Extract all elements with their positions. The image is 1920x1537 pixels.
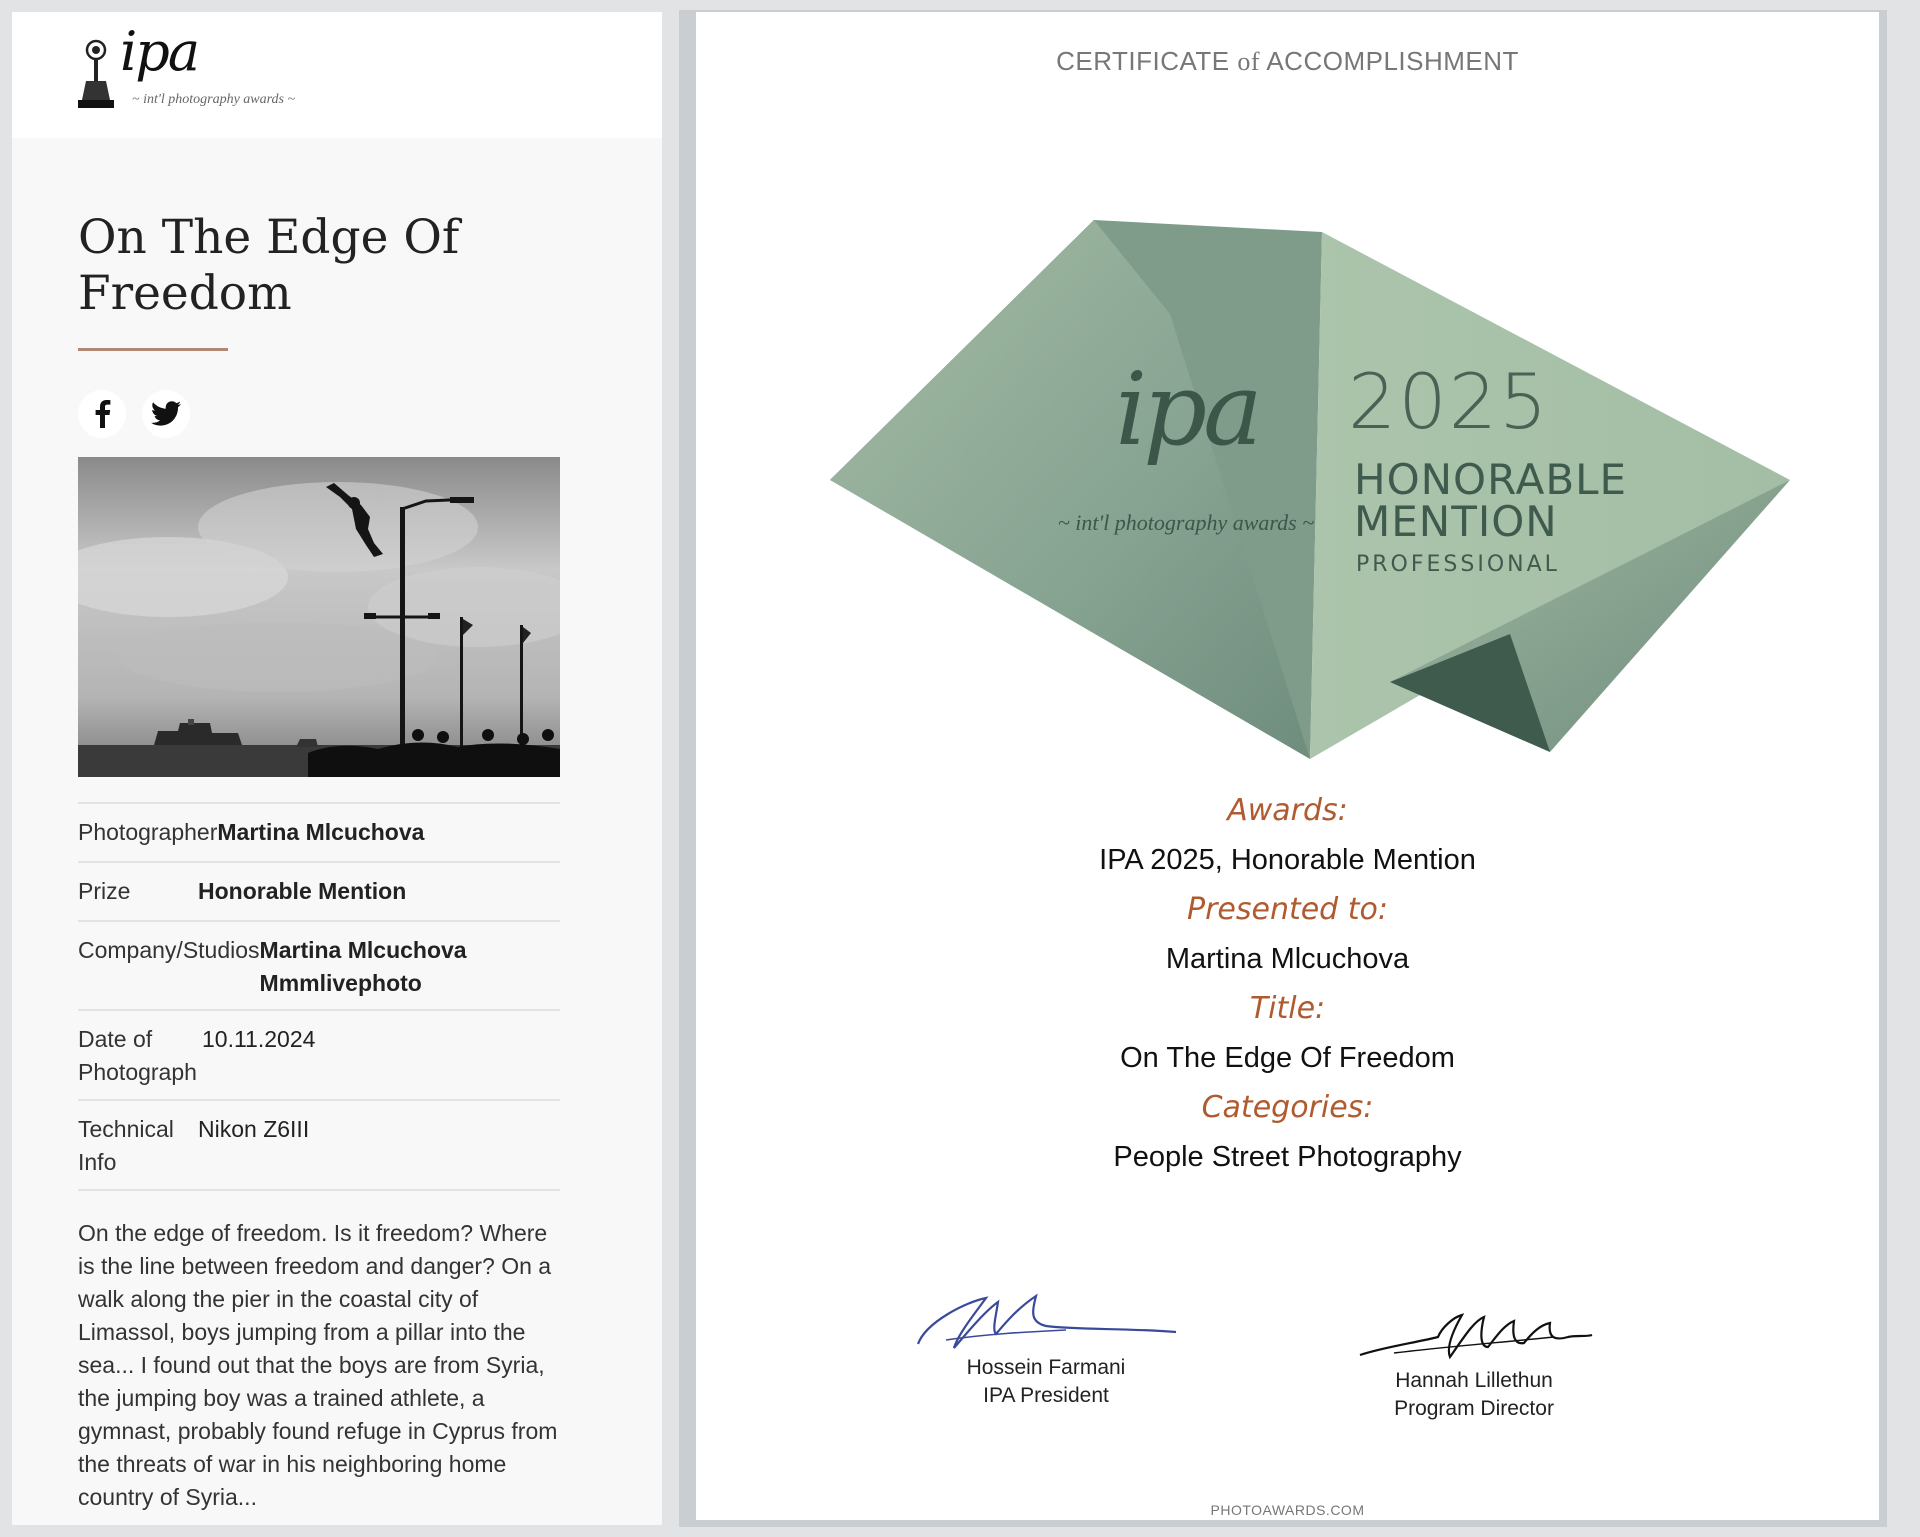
signatory-name: Hannah Lillethun <box>1395 1369 1553 1392</box>
signature-graphic <box>906 1282 1186 1354</box>
photo-description: On the edge of freedom. Is it freedom? Where is the line between freedom and danger? On a walk along the pier in the coastal city of Limassol, boys jumping from a pillar into the sea... I found out that the boys are from Syria, the jumping boy was a trained athlete, a gymnast, probably found refuge in Cyprus from the threats of war in his neighboring home country of Syria... <box>78 1220 558 1510</box>
detail-value: 10.11.2024 <box>202 1026 316 1052</box>
site-header <box>12 12 662 138</box>
detail-label: Technical Info <box>78 1116 174 1175</box>
signature-block-president <box>896 1282 1196 1410</box>
facebook-share-button[interactable] <box>78 390 126 438</box>
certificate-details <box>696 786 1879 1182</box>
facebook-icon <box>92 400 112 428</box>
categories-value: People Street Photography <box>1113 1141 1462 1173</box>
ipa-logo[interactable] <box>76 20 336 120</box>
awards-label: Awards: <box>1227 793 1348 828</box>
emblem-tagline: ~ int'l photography awards ~ <box>1057 510 1315 535</box>
signatory-name: Hossein Farmani <box>966 1356 1126 1379</box>
signatory-role: IPA President <box>983 1384 1109 1407</box>
detail-value: Martina Mlcuchova <box>217 819 425 845</box>
detail-label: Date of Photograph <box>78 1026 197 1085</box>
photo-title: On The Edge Of Freedom <box>78 210 460 321</box>
certificate <box>696 12 1879 1520</box>
twitter-share-button[interactable] <box>142 390 190 438</box>
detail-row-date <box>78 1009 560 1099</box>
title-value: On The Edge Of Freedom <box>1120 1042 1455 1074</box>
heading-of-word: of <box>1237 47 1261 76</box>
award-photo[interactable] <box>78 457 560 777</box>
title-divider <box>78 348 228 351</box>
categories-label: Categories: <box>1201 1090 1374 1125</box>
detail-value: Honorable Mention <box>198 878 407 904</box>
certificate-footer: PHOTOAWARDS.COM <box>1210 1502 1365 1518</box>
detail-label: Prize <box>78 878 131 904</box>
emblem-ipa-wordmark: ipa <box>1115 351 1259 468</box>
detail-label: Company/Studios <box>78 937 260 963</box>
certificate-heading <box>696 46 1879 77</box>
detail-value: Martina Mlcuchova Mmmlivephoto <box>259 937 467 996</box>
logo-tagline: ~ int'l photography awards ~ <box>132 92 296 107</box>
heading-accomplishment-word: ACCOMPLISHMENT <box>1266 46 1519 76</box>
detail-row-technical <box>78 1099 560 1189</box>
emblem-award-line-1: HONORABLE <box>1354 455 1628 504</box>
trophy-icon <box>76 38 116 110</box>
awards-value: IPA 2025, Honorable Mention <box>1099 844 1476 876</box>
emblem-level: PROFESSIONAL <box>1356 552 1560 577</box>
twitter-icon <box>151 401 181 427</box>
emblem-year: 2025 <box>1348 357 1550 446</box>
award-detail-panel <box>12 12 662 1525</box>
heading-certificate-word: CERTIFICATE <box>1056 46 1230 76</box>
title-label: Title: <box>1249 991 1326 1026</box>
signature-graphic <box>1354 1307 1594 1367</box>
signature-block-director <box>1324 1307 1624 1423</box>
presented-label: Presented to: <box>1186 892 1388 927</box>
detail-label: Photographer <box>78 819 218 845</box>
photo-details-table <box>78 802 560 1191</box>
detail-row-photographer <box>78 802 560 861</box>
detail-row-prize <box>78 861 560 920</box>
details-bottom-rule <box>78 1189 560 1191</box>
detail-value: Nikon Z6III <box>198 1116 310 1142</box>
signatory-role: Program Director <box>1394 1397 1554 1420</box>
detail-row-company <box>78 920 560 1009</box>
emblem-award-line-2: MENTION <box>1354 497 1558 546</box>
logo-wordmark: ipa <box>120 20 199 83</box>
award-emblem <box>830 202 1790 782</box>
presented-value: Martina Mlcuchova <box>1165 943 1410 975</box>
